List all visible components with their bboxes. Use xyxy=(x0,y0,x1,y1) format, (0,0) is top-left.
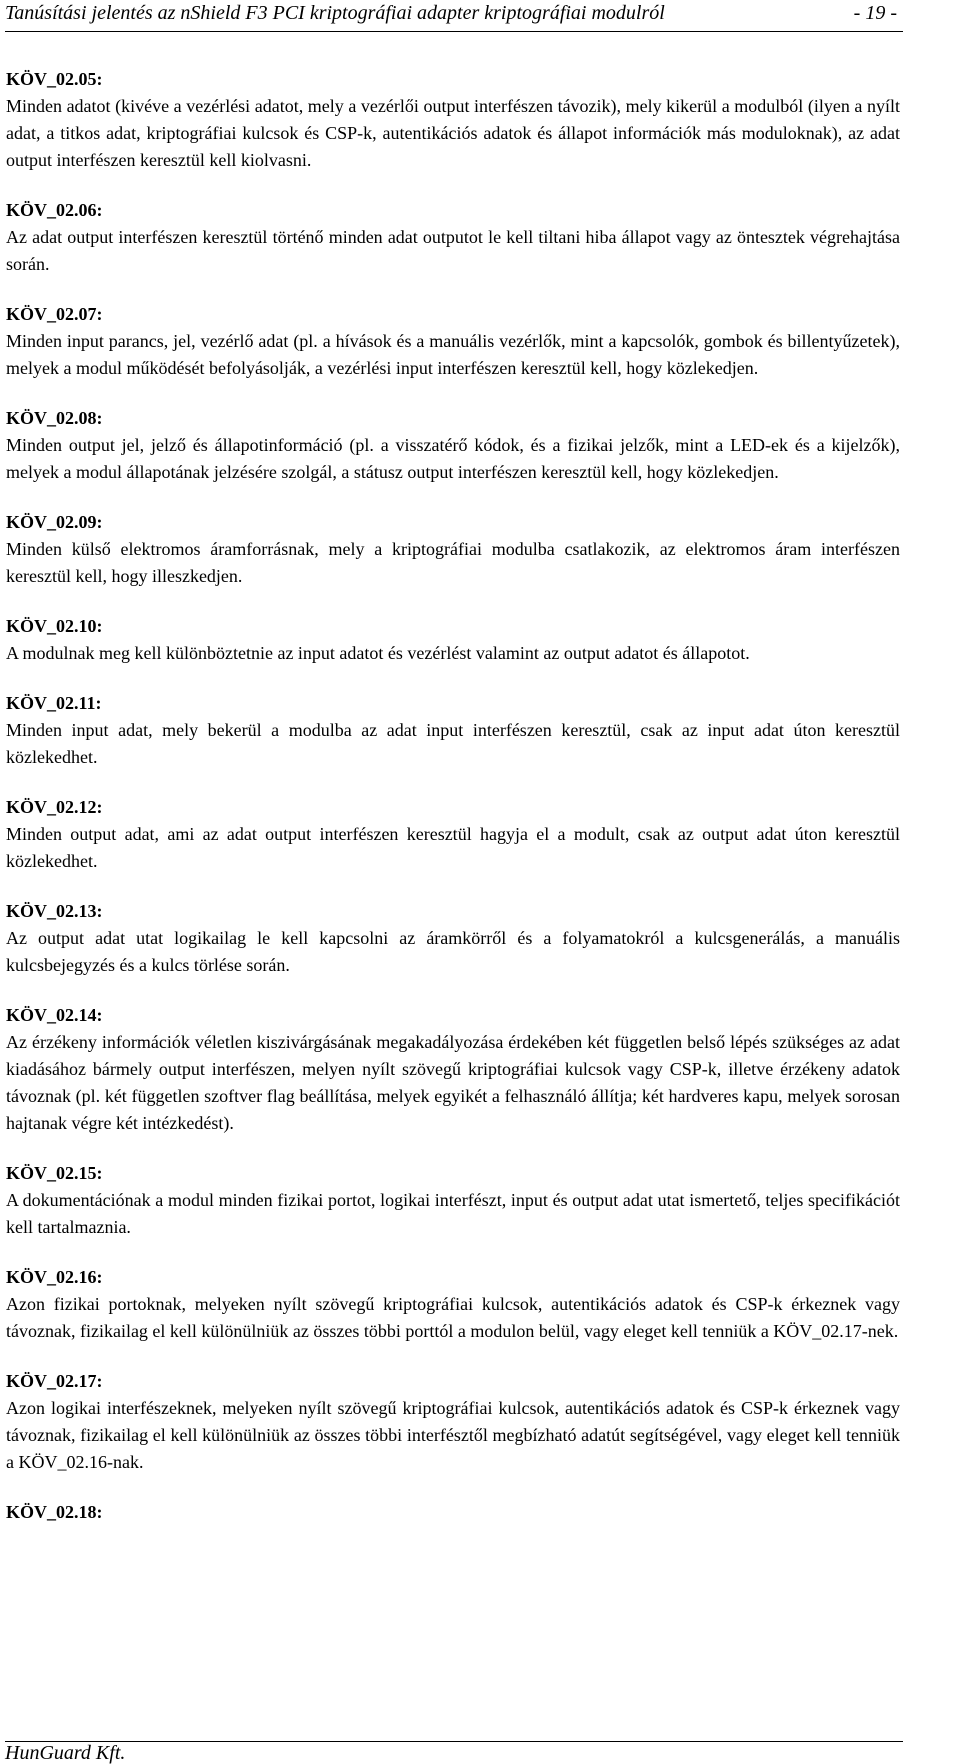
requirement-text: A dokumentációnak a modul minden fizikai portot, logikai interfészt, input és output adat utat ismertető, teljes specifikációt kell tartalmaznia. xyxy=(6,1190,900,1237)
requirement-text: Azon logikai interfészeknek, melyeken nyílt szövegű kriptográfiai kulcsok, autentikációs adatok és CSP-k érkeznek vagy távoznak, fizikailag el kell különülniük az összes többi interfésztől megbízható adatút segítségével, vagy eleget kell tenniük a KÖV_02.16-nak. xyxy=(6,1398,900,1472)
requirement-id: KÖV_02.15: xyxy=(6,1163,103,1183)
requirement-id: KÖV_02.07: xyxy=(6,304,103,324)
requirement-text: Minden output jel, jelző és állapotinformáció (pl. a visszatérő kódok, és a fizikai jelzők, mint a LED-ek és a kijelzők), melyek a modul állapotának jelzésére szolgál, a státusz output interfészen keresztül kell, hogy közlekedjen. xyxy=(6,435,900,482)
requirement-id: KÖV_02.10: xyxy=(6,616,103,636)
requirement-text: Az output adat utat logikailag le kell kapcsolni az áramkörről és a folyamatokról a kulcsgenerálás, a manuális kulcsbejegyzés és a kulcs törlése során. xyxy=(6,928,900,975)
requirement-item xyxy=(6,405,900,486)
requirement-text: Az érzékeny információk véletlen kiszivárgásának megakadályozása érdekében két független belső lépés szükséges az adat kiadásához bármely output interfészen, melyen nyílt szövegű kriptográfiai kulcsok vagy CSP-k, illetve érzékeny adatok távoznak (pl. két független szoftver flag beállítása, melyek egyikét a felhasználó állítja; két hardveres kapu, melyek sorosan hajtanak végre két intézkedést). xyxy=(6,1032,900,1133)
requirement-item xyxy=(6,1002,900,1137)
requirement-text: Minden külső elektromos áramforrásnak, mely a kriptográfiai modulba csatlakozik, az elektromos áram interfészen keresztül kell, hogy illeszkedjen. xyxy=(6,539,900,586)
requirement-text: Azon fizikai portoknak, melyeken nyílt szövegű kriptográfiai kulcsok, autentikációs adatok és CSP-k érkeznek vagy távoznak, fizikailag el kell különülniük az összes többi porttól a modulon belül, vagy eleget kell tenniük a KÖV_02.17-nek. xyxy=(6,1294,900,1341)
requirement-item xyxy=(6,1160,900,1241)
requirement-id: KÖV_02.11: xyxy=(6,693,102,713)
requirement-item xyxy=(6,509,900,590)
requirement-id: KÖV_02.14: xyxy=(6,1005,103,1025)
requirement-id: KÖV_02.08: xyxy=(6,408,103,428)
requirement-id: KÖV_02.09: xyxy=(6,512,103,532)
requirement-text: Minden input parancs, jel, vezérlő adat (pl. a hívások és a manuális vezérlők, mint a kapcsolók, gombok és billentyűzetek), melyek a modul működését befolyásolják, a vezérlési input interfészen keresztül kell, hogy közlekedjen. xyxy=(6,331,900,378)
requirement-id: KÖV_02.18: xyxy=(6,1502,103,1522)
requirement-item xyxy=(6,794,900,875)
requirement-id: KÖV_02.06: xyxy=(6,200,103,220)
requirement-text: Minden output adat, ami az adat output interfészen keresztül hagyja el a modult, csak az output adat úton keresztül közlekedhet. xyxy=(6,824,900,871)
requirement-id: KÖV_02.05: xyxy=(6,69,103,89)
requirement-item xyxy=(6,1499,900,1526)
company-name: HunGuard Kft. xyxy=(5,1742,126,1764)
requirement-item xyxy=(6,301,900,382)
requirement-item xyxy=(6,898,900,979)
requirement-item xyxy=(6,197,900,278)
requirement-id: KÖV_02.13: xyxy=(6,901,103,921)
requirement-id: KÖV_02.17: xyxy=(6,1371,103,1391)
requirement-item xyxy=(6,1368,900,1476)
requirement-item xyxy=(6,1264,900,1345)
requirement-text: A modulnak meg kell különböztetnie az input adatot és vezérlést valamint az output adatot és állapotot. xyxy=(6,643,750,663)
page-header xyxy=(5,1,903,32)
page-number: - 19 - xyxy=(853,2,897,24)
requirement-id: KÖV_02.16: xyxy=(6,1267,103,1287)
requirement-text: Minden input adat, mely bekerül a modulba az adat input interfészen keresztül, csak az input adat úton keresztül közlekedhet. xyxy=(6,720,900,767)
requirement-item xyxy=(6,66,900,174)
document-title: Tanúsítási jelentés az nShield F3 PCI kriptográfiai adapter kriptográfiai modulról xyxy=(5,2,665,24)
requirement-text: Az adat output interfészen keresztül történő minden adat outputot le kell tiltani hiba állapot vagy az öntesztek végrehajtása során. xyxy=(6,227,900,274)
requirement-text: Minden adatot (kivéve a vezérlési adatot, mely a vezérlői output interfészen távozik), mely kikerül a modulból (ilyen a nyílt adat, a titkos adat, kriptográfiai kulcsok és CSP-k, autentikációs adatok és állapot információk más moduloknak), az adat output interfészen keresztül kell kiolvasni. xyxy=(6,96,900,170)
requirement-item xyxy=(6,690,900,771)
requirements-list xyxy=(6,66,900,1549)
requirement-id: KÖV_02.12: xyxy=(6,797,103,817)
requirement-item xyxy=(6,613,900,667)
